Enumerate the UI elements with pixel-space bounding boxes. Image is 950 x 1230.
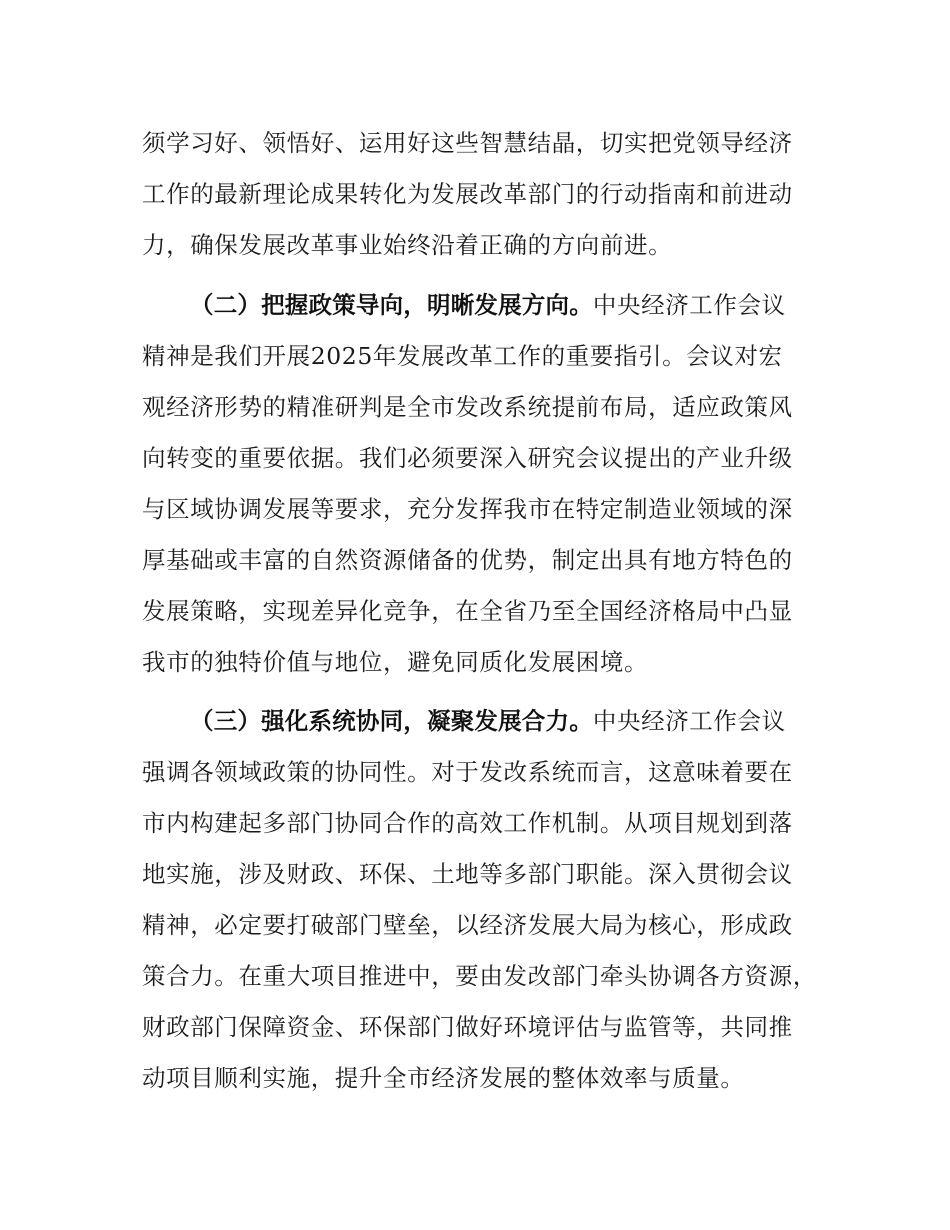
- paragraph-line: 精神，必定要打破部门壁垒，以经济发展大局为核心，形成政: [142, 911, 793, 939]
- paragraph-line: 强调各领域政策的协同性。对于发改系统而言，这意味着要在: [142, 758, 793, 786]
- paragraph-text: 中央经济工作会议: [592, 291, 786, 319]
- paragraph-first-line: [190, 290, 786, 320]
- paragraph-line: 发展策略，实现差异化竞争，在全省乃至全国经济格局中凸显: [142, 597, 793, 625]
- paragraph-line: 地实施，涉及财政、环保、土地等多部门职能。深入贯彻会议: [142, 860, 793, 888]
- paragraph-line: 观经济形势的精准研判是全市发改系统提前布局，适应政策风: [142, 393, 793, 421]
- paragraph-line: 工作的最新理论成果转化为发展改革部门的行动指南和前进动: [142, 180, 793, 208]
- paragraph-line: 与区域协调发展等要求，充分发挥我市在特定制造业领域的深: [142, 495, 793, 523]
- paragraph-line: 策合力。在重大项目推进中，要由发改部门牵头协调各方资源，: [142, 962, 817, 990]
- paragraph-text: 中央经济工作会议: [592, 707, 786, 735]
- paragraph-line: 我市的独特价值与地位，避免同质化发展困境。: [142, 648, 649, 676]
- paragraph-line: 市内构建起多部门协同合作的高效工作机制。从项目规划到落: [142, 809, 793, 837]
- paragraph-line: 动项目顺利实施，提升全市经济发展的整体效率与质量。: [142, 1064, 745, 1092]
- section-heading: （二）把握政策导向，明晰发展方向。: [190, 291, 593, 319]
- paragraph-line: 力，确保发展改革事业始终沿着正确的方向前进。: [142, 231, 673, 259]
- paragraph-line: 精神是我们开展2025年发展改革工作的重要指引。会议对宏: [142, 342, 783, 370]
- section-heading: （三）强化系统协同，凝聚发展合力。: [190, 707, 593, 735]
- paragraph-line: 厚基础或丰富的自然资源储备的优势，制定出具有地方特色的: [142, 546, 793, 574]
- paragraph-line: 向转变的重要依据。我们必须要深入研究会议提出的产业升级: [142, 444, 793, 472]
- paragraph-first-line: [190, 706, 786, 736]
- paragraph-line: 须学习好、领悟好、运用好这些智慧结晶，切实把党领导经济: [142, 129, 793, 157]
- paragraph-line: 财政部门保障资金、环保部门做好环境评估与监管等，共同推: [142, 1013, 793, 1041]
